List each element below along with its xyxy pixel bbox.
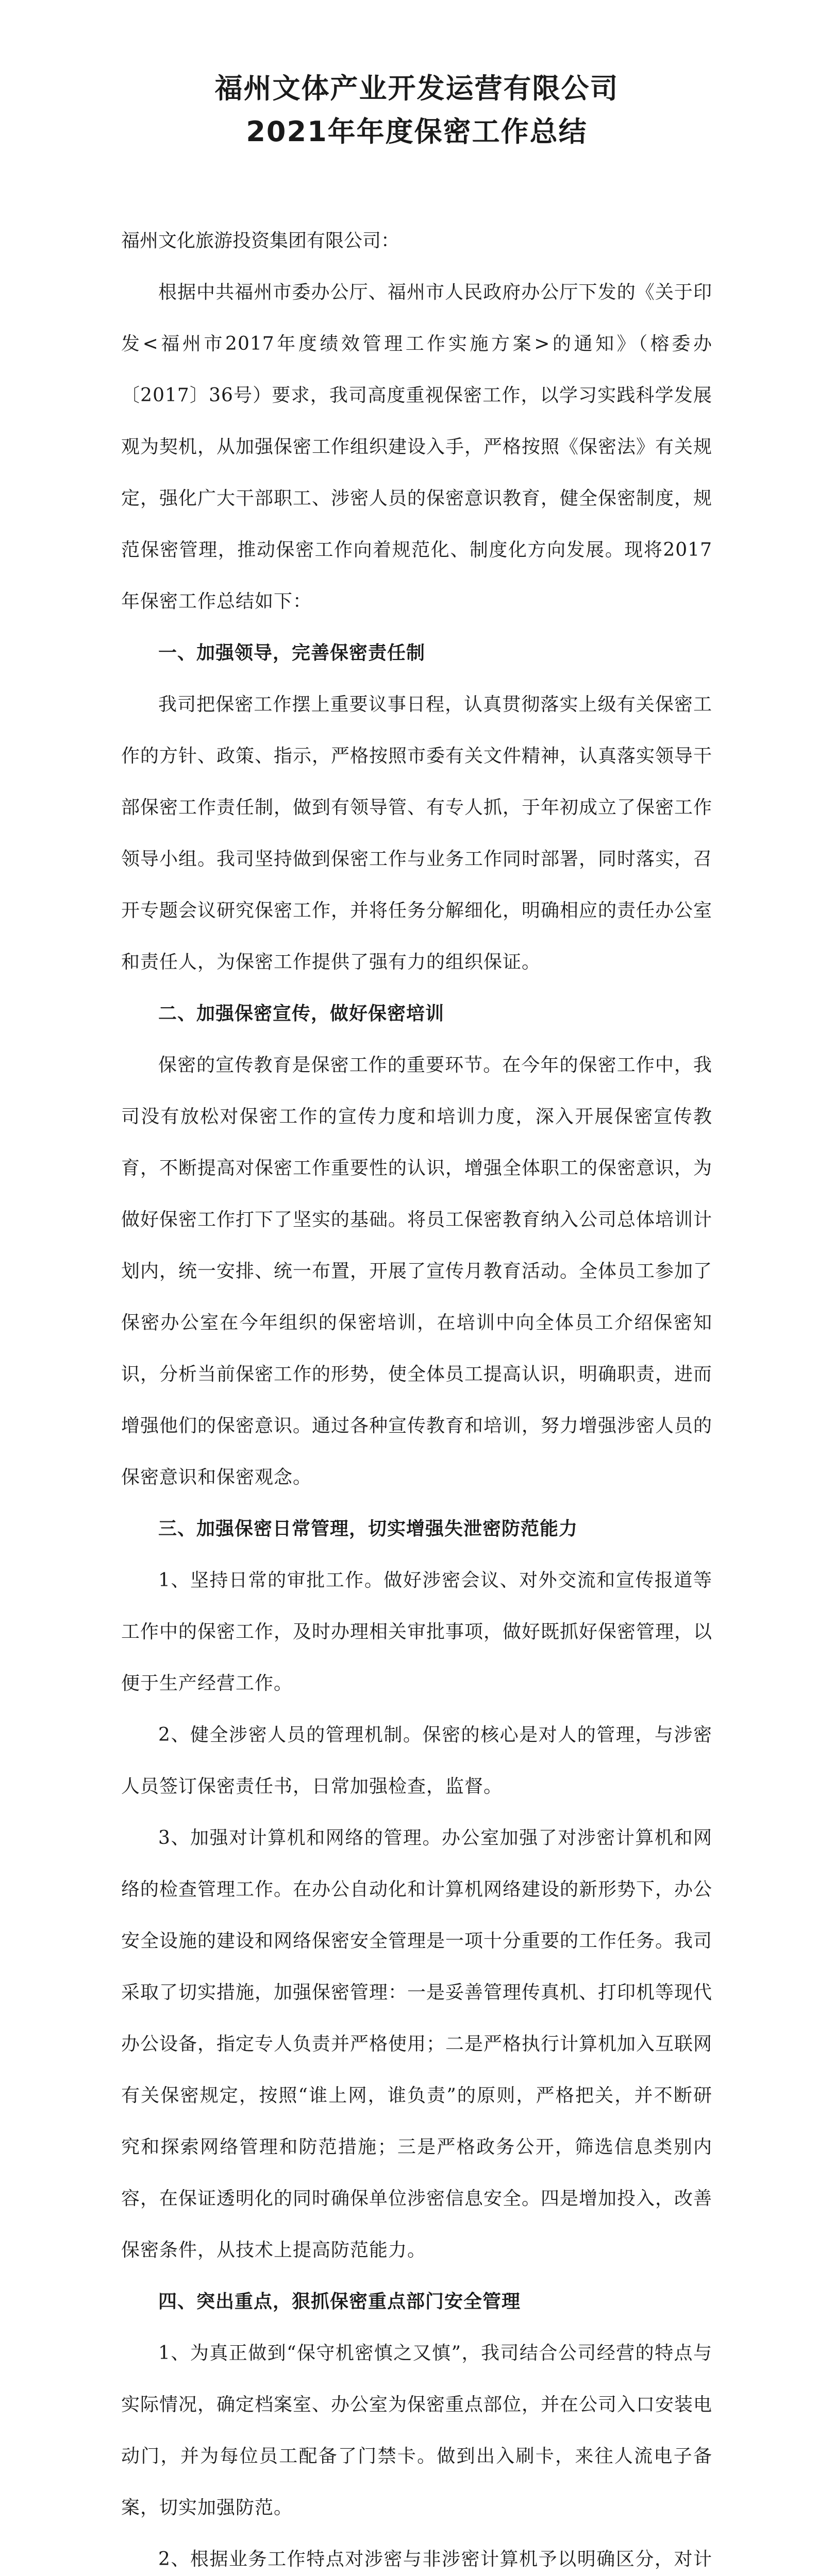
section-heading: 四、突出重点，狠抓保密重点部门安全管理: [158, 2291, 521, 2312]
section-paragraph: 2、健全涉密人员的管理机制。保密的核心是对人的管理，与涉密人员签订保密责任书，日常加强检查，监督。: [121, 1724, 712, 1797]
title-block: [121, 67, 712, 154]
section-heading: 三、加强保密日常管理，切实增强失泄密防范能力: [158, 1518, 578, 1539]
sections-container: [121, 628, 712, 2576]
report-title: 2021年年度保密工作总结: [246, 115, 588, 148]
section-paragraph: 3、加强对计算机和网络的管理。办公室加强了对涉密计算机和网络的检查管理工作。在办公自动化和计算机网络建设的新形势下，办公安全设施的建设和网络保密安全管理是一项十分重要的工作任务。我司采取了切实措施，加强保密管理：一是妥善管理传真机、打印机等现代办公设备，指定专人负责并严格使用；二是严格执行计算机加入互联网有关保密规定，按照“谁上网，谁负责”的原则，严格把关，并不断研究和探索网络管理和防范措施；三是严格政务公开，筛选信息类别内容，在保证透明化的同时确保单位涉密信息安全。四是增加投入，改善保密条件，从技术上提高防范能力。: [121, 1827, 713, 2261]
section-paragraph: 2、根据业务工作特点对涉密与非涉密计算机予以明确区分，对计: [158, 2549, 712, 2570]
addressee: 福州文化旅游投资集团有限公司：: [121, 230, 400, 251]
section-heading: 二、加强保密宣传，做好保密培训: [158, 1003, 445, 1024]
company-title: 福州文体产业开发运营有限公司: [214, 72, 619, 105]
section-paragraph: 1、为真正做到“保守机密慎之又慎”，我司结合公司经营的特点与实际情况，确定档案室、办公室为保密重点部位，并在公司入口安装电动门，并为每位员工配备了门禁卡。做到出入刷卡，来往人流电子备案，切实加强防范。: [121, 2343, 713, 2518]
section-paragraph: 保密的宣传教育是保密工作的重要环节。在今年的保密工作中，我司没有放松对保密工作的宣传力度和培训力度，深入开展保密宣传教育，不断提高对保密工作重要性的认识，增强全体职工的保密意识，为做好保密工作打下了坚实的基础。将员工保密教育纳入公司总体培训计划内，统一安排、统一布置，开展了宣传月教育活动。全体员工参加了保密办公室在今年组织的保密培训，在培训中向全体员工介绍保密知识，分析当前保密工作的形势，使全体员工提高认识，明确职责，进而增强他们的保密意识。通过各种宣传教育和培训，努力增强涉密人员的保密意识和保密观念。: [121, 1055, 713, 1488]
section-paragraph: 我司把保密工作摆上重要议事日程，认真贯彻落实上级有关保密工作的方针、政策、指示，严格按照市委有关文件精神，认真落实领导干部保密工作责任制，做到有领导管、有专人抓，于年初成立了保密工作领导小组。我司坚持做到保密工作与业务工作同时部署，同时落实，召开专题会议研究保密工作，并将任务分解细化，明确相应的责任办公室和责任人，为保密工作提供了强有力的组织保证。: [121, 694, 713, 973]
section-paragraph: 1、坚持日常的审批工作。做好涉密会议、对外交流和宣传报道等工作中的保密工作，及时办理相关审批事项，做好既抓好保密管理，以便于生产经营工作。: [121, 1570, 713, 1694]
section-heading: 一、加强领导，完善保密责任制: [158, 642, 426, 664]
intro-paragraph: 根据中共福州市委办公厅、福州市人民政府办公厅下发的《关于印发<福州市2017年度绩效管理工作实施方案>的通知》（榕委办〔2017〕36号）要求，我司高度重视保密工作，以学习实践科学发展观为契机，从加强保密工作组织建设入手，严格按照《保密法》有关规定，强化广大干部职工、涉密人员的保密意识教育，健全保密制度，规范保密管理，推动保密工作向着规范化、制度化方向发展。现将2017年保密工作总结如下：: [121, 282, 713, 612]
